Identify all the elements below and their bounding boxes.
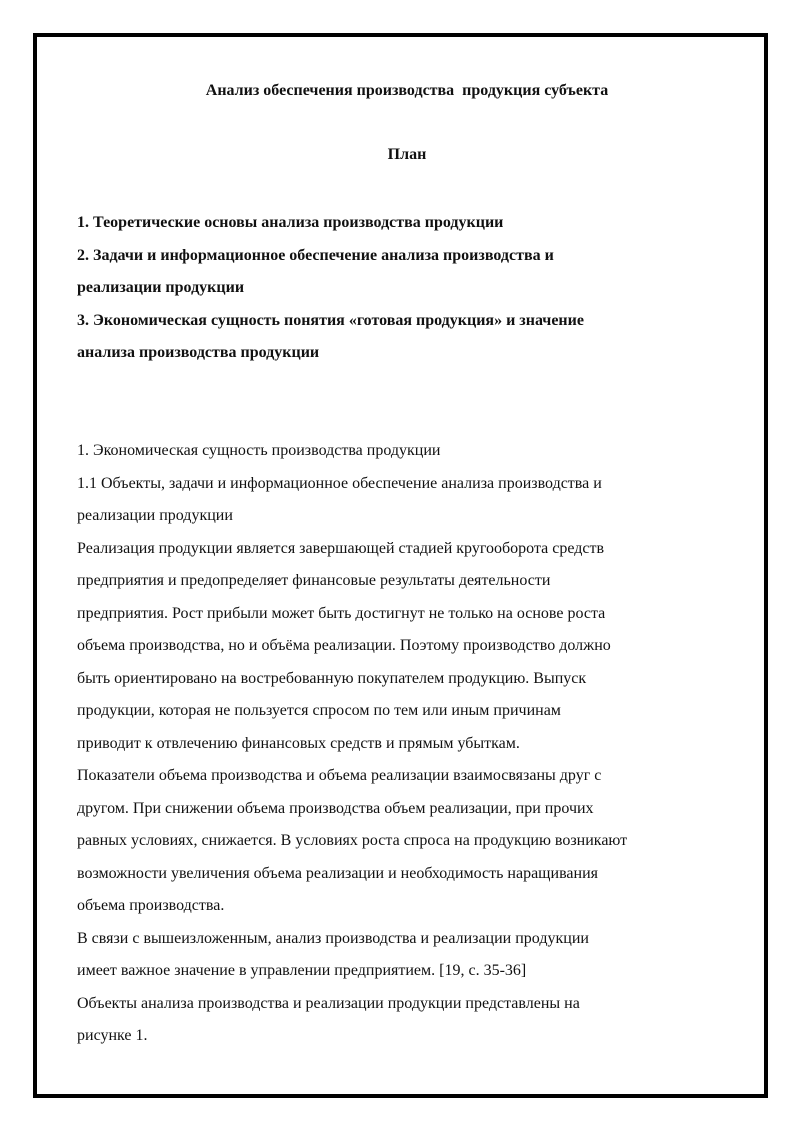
body-line: предприятия. Рост прибыли может быть достигнут не только на основе роста xyxy=(77,604,606,622)
body-line: рисунке 1. xyxy=(77,1027,148,1044)
body-line: быть ориентировано на востребованную покупателем продукцию. Выпуск xyxy=(77,669,587,687)
body-line: Объекты анализа производства и реализации продукции представлены на xyxy=(77,994,580,1012)
body-line: другом. При снижении объема производства объем реализации, при прочих xyxy=(77,799,594,817)
body-line: имеет важное значение в управлении предприятием. [19, с. 35-36] xyxy=(77,962,527,979)
body-line: приводит к отвлечению финансовых средств и прямым убыткам. xyxy=(77,734,520,752)
body-text xyxy=(77,435,737,1053)
document-title: Анализ обеспечения производства продукция субъекта xyxy=(205,82,609,99)
body-line: предприятия и предопределяет финансовые результаты деятельности xyxy=(77,572,551,589)
body-line: 1. Экономическая сущность производства продукции xyxy=(77,442,441,459)
body-line: объема производства, но и объёма реализации. Поэтому производство должно xyxy=(77,637,611,654)
toc-line: реализации продукции xyxy=(77,279,245,296)
toc-line: 2. Задачи и информационное обеспечение анализа производства и xyxy=(77,246,554,264)
body-line: Реализация продукции является завершающей стадией кругооборота средств xyxy=(77,539,605,557)
body-line: продукции, которая не пользуется спросом по тем или иным причинам xyxy=(77,702,561,719)
table-of-contents xyxy=(77,207,737,370)
plan-heading: План xyxy=(387,146,427,163)
body-line: возможности увеличения объема реализации и необходимость наращивания xyxy=(77,864,598,882)
body-line: В связи с вышеизложенным, анализ производства и реализации продукции xyxy=(77,929,589,947)
toc-line: анализа производства продукции xyxy=(77,344,320,361)
body-line: объема производства. xyxy=(77,897,225,914)
body-line: реализации продукции xyxy=(77,507,233,524)
body-line: равных условиях, снижается. В условиях роста спроса на продукцию возникают xyxy=(77,832,628,849)
toc-line: 1. Теоретические основы анализа производства продукции xyxy=(77,214,504,231)
toc-line: 3. Экономическая сущность понятия «готовая продукция» и значение xyxy=(77,311,584,329)
body-line: Показатели объема производства и объема реализации взаимосвязаны друг с xyxy=(77,767,602,784)
document-page xyxy=(33,33,768,1098)
body-line: 1.1 Объекты, задачи и информационное обеспечение анализа производства и xyxy=(77,474,602,492)
